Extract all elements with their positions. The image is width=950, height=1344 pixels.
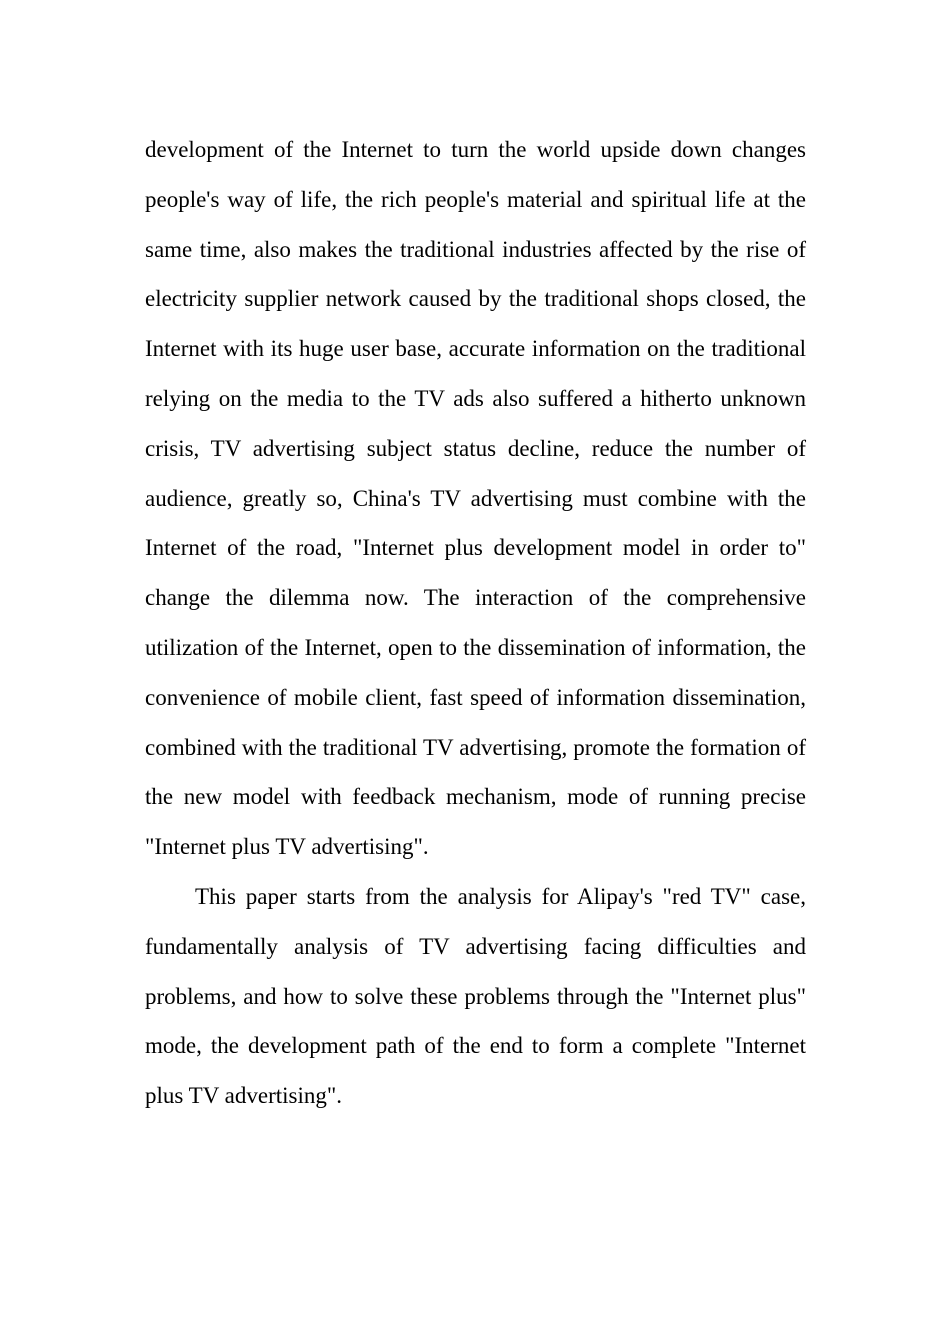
paragraph-paper-overview: This paper starts from the analysis for Alipay's "red TV" case, fundamentally analysis of TV advertising facing difficulties and problems, and how to solve these problems through the "Internet plus" mode, the development path of the end to form a complete "Internet plus TV advertising". — [145, 883, 806, 1109]
body-text — [145, 125, 806, 1121]
paragraph-continuation: development of the Internet to turn the world upside down changes people's way of life, the rich people's material and spiritual life at the same time, also makes the traditional industries affected by the rise of electricity supplier network caused by the traditional shops closed, the Internet with its huge user base, accurate information on the traditional relying on the media to the TV ads also suffered a hitherto unknown crisis, TV advertising subject status decline, reduce the number of audience, greatly so, China's TV advertising must combine with the Internet of the road, "Internet plus development model in order to" change the dilemma now. The interaction of the comprehensive utilization of the Internet, open to the dissemination of information, the convenience of mobile client, fast speed of information dissemination, combined with the traditional TV advertising, promote the formation of the new model with feedback mechanism, mode of running precise "Internet plus TV advertising". — [145, 137, 806, 860]
